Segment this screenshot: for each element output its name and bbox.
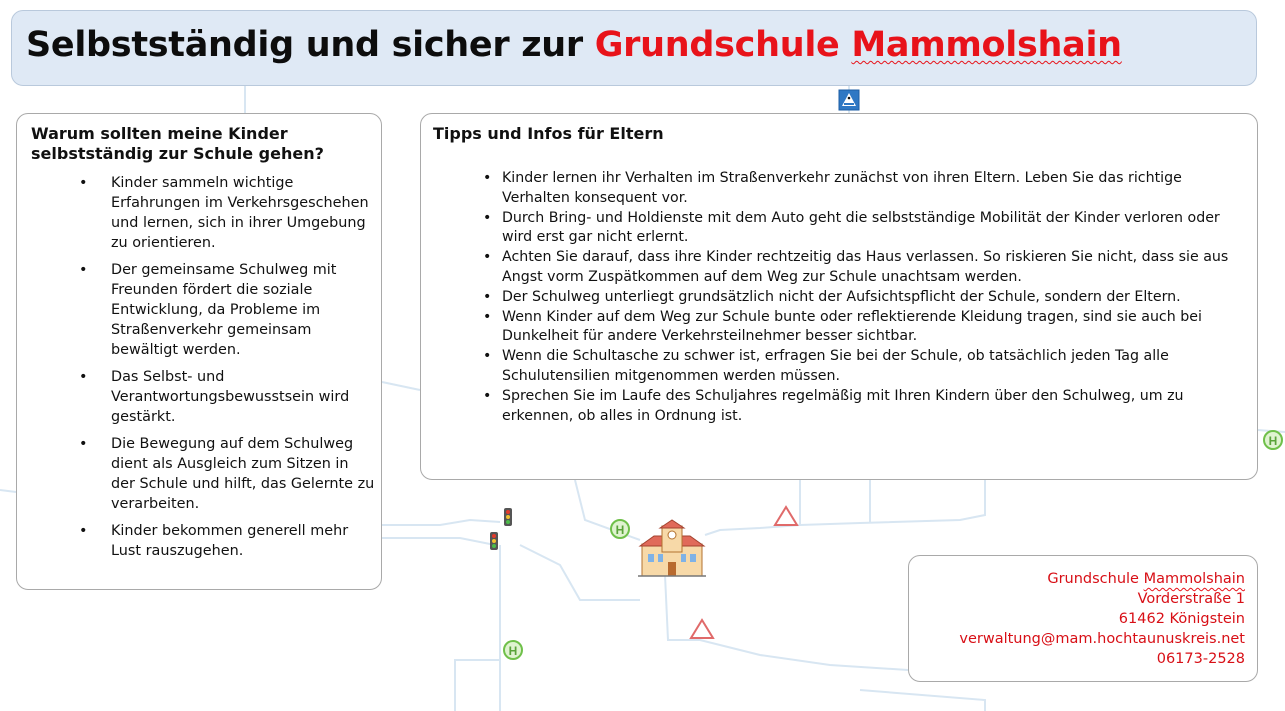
list-item: • Die Bewegung auf dem Schulweg dient als Ausgleich zum Sitzen in der Schule und hilft, das Gelernte zu verarbeiten. (79, 434, 375, 514)
school-building-icon (638, 520, 706, 576)
title-banner (11, 10, 1257, 86)
road-line (860, 690, 985, 711)
title-red-mammolshain: Mammolshain (851, 25, 1122, 65)
traffic-light-icon (504, 508, 512, 526)
road-line (455, 660, 500, 711)
traffic-light-icon (490, 532, 498, 550)
list-item: • Wenn die Schultasche zu schwer ist, erfragen Sie bei der Schule, ob tatsächlich jeden Tag alle Schulutensilien mitgenommen werden müssen. (483, 347, 1251, 387)
warning-triangle-icon (775, 507, 797, 525)
parent-tips-panel (420, 113, 1258, 480)
list-item: • Durch Bring- und Holdienste mit dem Auto geht die selbstständige Mobilität der Kinder verloren oder wird erst gar nicht erlernt. (483, 209, 1251, 249)
contact-lines (959, 569, 1245, 669)
contact-box (908, 555, 1258, 682)
road-line (382, 520, 500, 525)
contact-city: 61462 Königstein (1118, 611, 1245, 627)
list-item: • Achten Sie darauf, dass ihre Kinder rechtzeitig das Haus verlassen. So riskieren Sie nicht, dass sie aus Angst vorm Zuspätkommen auf dem Weg zur Schule unachtsam werden. (483, 248, 1251, 288)
contact-school-name (959, 569, 1245, 589)
why-independent-panel (16, 113, 382, 590)
list-item: • Der gemeinsame Schulweg mit Freunden fördert die soziale Entwicklung, da Probleme im Straßenverkehr gemeinsam bewältigt werden. (79, 260, 375, 360)
list-item: • Sprechen Sie im Laufe des Schuljahres regelmäßig mit Ihren Kindern über den Schulweg, um zu erkennen, ob alles in Ordnung ist. (483, 387, 1251, 427)
bus-stop-icon (504, 641, 522, 659)
page-title (26, 25, 1122, 65)
contact-school-mammolshain: Mammolshain (1143, 571, 1245, 587)
road-line (0, 490, 16, 492)
list-item: • Wenn Kinder auf dem Weg zur Schule bunte oder reflektierende Kleidung tragen, sind sie auch bei Dunkelheit für andere Verkehrsteilnehmer besser sichtbar. (483, 308, 1251, 348)
bus-stop-icon (1264, 431, 1282, 449)
why-independent-heading: Warum sollten meine Kinder selbstständig zur Schule gehen? (31, 124, 324, 163)
contact-phone: 06173-2528 (1156, 651, 1245, 667)
parent-tips-heading: Tipps und Infos für Eltern (433, 124, 664, 143)
svg-text:H: H (615, 523, 625, 537)
bus-stop-icon (611, 520, 629, 538)
title-black-part: Selbstständig und sicher zur (26, 25, 595, 65)
list-item: • Das Selbst- und Verantwortungsbewusstsein wird gestärkt. (79, 367, 375, 427)
crosswalk-sign-icon (839, 90, 859, 110)
road-line (575, 480, 640, 540)
contact-school-prefix: Grundschule (1047, 571, 1144, 587)
list-item: • Kinder lernen ihr Verhalten im Straßenverkehr zunächst von ihren Eltern. Leben Sie das richtige Verhalten konsequent vor. (483, 169, 1251, 209)
warning-triangle-icon (691, 620, 713, 638)
list-item: • Kinder bekommen generell mehr Lust rauszugehen. (79, 521, 375, 561)
road-line (705, 480, 985, 535)
road-line (382, 382, 420, 390)
list-item: • Der Schulweg unterliegt grundsätzlich nicht der Aufsichtspflicht der Schule, sondern der Eltern. (483, 288, 1251, 308)
contact-street: Vorderstraße 1 (1137, 591, 1245, 607)
road-line (382, 538, 495, 545)
title-red-part (595, 25, 1122, 65)
road-line (520, 545, 640, 600)
svg-text:H: H (508, 644, 518, 658)
contact-email[interactable]: verwaltung@mam.hochtaunuskreis.net (959, 631, 1245, 647)
parent-tips-list (483, 169, 1251, 426)
list-item: • Kinder sammeln wichtige Erfahrungen im Verkehrsgeschehen und lernen, sich in ihrer Umgebung zu orientieren. (79, 173, 375, 253)
why-independent-list (79, 173, 375, 568)
svg-text:H: H (1268, 434, 1278, 448)
title-red-grundschule: Grundschule (594, 25, 852, 65)
